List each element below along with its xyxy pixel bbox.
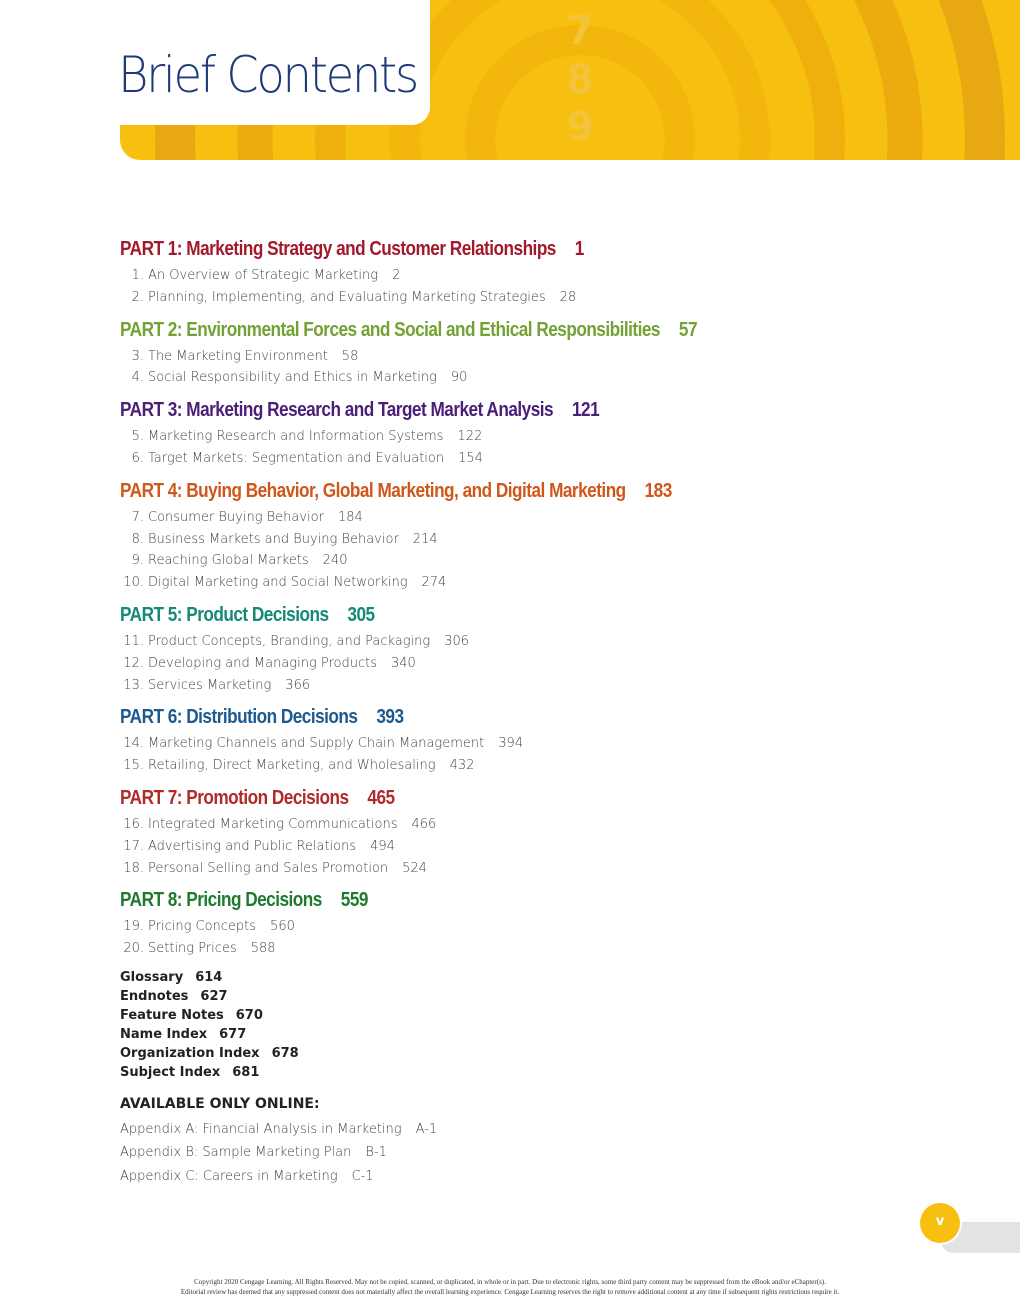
chapter-list [120,916,960,960]
back-matter-list [120,968,960,1082]
part-label: PART 3: Marketing Research and Target Market Analysis [120,399,554,422]
page-title: Brief Contents [118,46,417,104]
chapter-title: Product Concepts, Branding, and Packaging [148,633,431,649]
page-number: 154 [458,450,483,466]
chapter-item[interactable] [120,448,960,470]
part-heading[interactable] [120,317,842,343]
part-label: PART 4: Buying Behavior, Global Marketing, and Digital Marketing [120,479,626,502]
part-heading[interactable] [120,887,842,913]
chapter-item[interactable] [120,550,960,572]
page-number: 28 [559,289,577,305]
chapter-number: 1. [131,268,144,283]
chapter-number: 10. [123,575,144,591]
chapter-title: Advertising and Public Relations [148,838,357,854]
part-label: PART 5: Product Decisions [120,603,329,626]
part-label: PART 1: Marketing Strategy and Customer Relationships [120,238,556,260]
part-heading[interactable] [120,478,842,504]
chapter-item[interactable] [120,367,960,389]
chapter-number: 17. [123,838,144,854]
chapter-title: Social Responsibility and Ethics in Marketing [148,370,437,386]
page-number: C-1 [351,1168,374,1184]
chapter-item[interactable] [120,916,960,938]
page-number: 678 [271,1045,299,1061]
page-number: 214 [412,531,438,547]
chapter-number: 13. [123,677,144,693]
page-number-badge: v [920,1203,960,1243]
parts-list [120,236,960,960]
chapter-number: 14. [123,736,144,752]
chapter-number: 20. [123,941,144,957]
chapter-item[interactable] [120,814,960,836]
page-number: 394 [498,736,524,752]
appendix-item[interactable] [120,1118,960,1142]
chapter-item[interactable] [120,755,960,777]
part-section [120,704,960,777]
chapter-item[interactable] [120,346,960,368]
page-number: 2 [392,268,401,283]
page-number: 681 [232,1064,260,1080]
page-number: 627 [200,988,228,1004]
chapter-list [120,507,960,594]
back-matter-item[interactable] [120,1044,960,1063]
page-number: A-1 [415,1121,438,1137]
chapter-number: 3. [131,348,144,364]
page-number: 366 [285,677,311,693]
chapter-title: Services Marketing [148,677,272,693]
part-section [120,397,960,470]
chapter-title: Integrated Marketing Communications [148,816,398,832]
page-number: 183 [644,479,672,502]
chapter-title: Target Markets: Segmentation and Evaluation [148,450,445,466]
back-matter-label: Glossary [120,969,184,985]
chapter-list [120,265,960,309]
chapter-title: Reaching Global Markets [148,553,309,569]
page-number: 57 [678,318,697,341]
appendix-label: Appendix B: Sample Marketing Plan [120,1145,352,1161]
chapter-title: Planning, Implementing, and Evaluating Marketing Strategies [148,289,546,305]
page-number: 306 [444,633,470,649]
page-number: 524 [402,860,427,876]
chapter-item[interactable] [120,287,960,309]
page-number: 122 [457,429,483,445]
table-of-contents [120,236,960,1188]
back-matter-label: Organization Index [120,1045,260,1061]
part-heading[interactable] [120,602,842,628]
chapter-item[interactable] [120,426,960,448]
appendix-item[interactable] [120,1165,960,1189]
chapter-list [120,426,960,470]
part-section [120,887,960,960]
page-number: 305 [347,603,375,626]
back-matter-item[interactable] [120,1063,960,1082]
page-number: 466 [411,816,437,832]
chapter-number: 15. [123,758,144,774]
part-section [120,785,960,879]
page-number: 677 [219,1026,247,1042]
appendix-item[interactable] [120,1141,960,1165]
chapter-number: 18. [123,860,144,876]
banner-digit: 9 [566,104,594,150]
page-number: 614 [195,969,223,985]
chapter-title: An Overview of Strategic Marketing [148,268,379,283]
page-number: 90 [450,370,468,386]
chapter-title: Consumer Buying Behavior [148,509,324,525]
part-label: PART 8: Pricing Decisions [120,889,322,912]
page-number: 559 [340,889,368,912]
chapter-title: Personal Selling and Sales Promotion [148,860,389,876]
back-matter-item[interactable] [120,968,960,987]
part-label: PART 6: Distribution Decisions [120,706,358,729]
appendix-label: Appendix C: Careers in Marketing [120,1168,338,1184]
page-number: 340 [391,655,416,671]
page-number: 274 [421,575,447,591]
page-number: 121 [571,399,600,422]
banner-digit: 7 [566,8,594,54]
part-heading[interactable] [120,236,842,262]
part-heading[interactable] [120,785,842,811]
page-number: 393 [376,706,404,729]
page-number: 240 [322,553,348,569]
part-heading[interactable] [120,397,842,423]
appendix-list [120,1118,960,1189]
chapter-title: Digital Marketing and Social Networking [148,575,408,591]
part-section [120,478,960,594]
page-number: 184 [337,509,363,525]
chapter-item[interactable] [120,507,960,529]
chapter-number: 6. [131,450,144,466]
chapter-number: 8. [131,531,144,547]
chapter-item[interactable] [120,733,960,755]
copyright-notice [60,1277,960,1297]
chapter-list [120,631,960,696]
chapter-title: Business Markets and Buying Behavior [148,531,399,547]
page-number: 1 [574,238,584,260]
page-number: 670 [235,1007,263,1023]
chapter-number: 19. [123,919,144,935]
chapter-number: 12. [123,655,144,671]
chapter-title: The Marketing Environment [148,348,328,364]
page-number: B-1 [365,1145,387,1161]
part-label: PART 2: Environmental Forces and Social and Ethical Responsibilities [120,318,660,341]
chapter-number: 7. [131,509,144,525]
chapter-list [120,346,960,390]
chapter-item[interactable] [120,675,960,697]
chapter-item[interactable] [120,572,960,594]
chapter-number: 4. [131,370,144,386]
chapter-item[interactable] [120,653,960,675]
page-number: 465 [367,786,395,809]
chapter-title: Developing and Managing Products [148,655,377,671]
chapter-item[interactable] [120,938,960,960]
chapter-number: 11. [123,633,144,649]
chapter-item[interactable] [120,529,960,551]
back-matter-item[interactable] [120,1025,960,1044]
back-matter-label: Endnotes [120,988,189,1004]
part-heading[interactable] [120,704,842,730]
chapter-item[interactable] [120,836,960,858]
chapter-number: 2. [131,289,144,305]
page-number: 560 [270,919,295,935]
copyright-line: Copyright 2020 Cengage Learning. All Rights Reserved. May not be copied, scanned, or duplicated, in whole or in part. Due to electronic rights, some third party content may be suppressed from the eBook and/or eChapter(s). [194,1278,826,1286]
chapter-number: 9. [131,553,144,569]
chapter-title: Marketing Channels and Supply Chain Management [148,736,485,752]
page-number: 58 [341,348,359,364]
online-heading: AVAILABLE ONLY ONLINE: [120,1095,320,1112]
chapter-number: 16. [123,816,144,832]
part-label: PART 7: Promotion Decisions [120,786,349,809]
back-matter-item[interactable] [120,1006,960,1025]
page-number: 432 [449,758,475,774]
chapter-title: Retailing, Direct Marketing, and Wholesaling [148,758,436,774]
appendix-label: Appendix A: Financial Analysis in Marketing [120,1121,402,1137]
back-matter-label: Feature Notes [120,1007,224,1023]
part-section [120,236,960,309]
page-number: 494 [370,838,395,854]
back-matter-label: Subject Index [120,1064,221,1080]
back-matter-label: Name Index [120,1026,208,1042]
page-number: 588 [250,941,276,957]
chapter-list [120,814,960,879]
chapter-item[interactable] [120,858,960,880]
banner-digit: 8 [566,57,594,103]
copyright-line: Editorial review has deemed that any suppressed content does not materially affect the overall learning experience. Cengage Learning reserves the right to remove additional content at any time if subsequent rights restrictions require it. [180,1288,840,1296]
chapter-number: 5. [131,429,144,445]
chapter-item[interactable] [120,265,960,287]
chapter-title: Setting Prices [148,941,237,957]
chapter-title: Pricing Concepts [148,919,257,935]
part-section [120,602,960,696]
chapter-list [120,733,960,777]
part-section [120,317,960,390]
chapter-title: Marketing Research and Information Systems [148,429,444,445]
back-matter-item[interactable] [120,987,960,1006]
chapter-item[interactable] [120,631,960,653]
